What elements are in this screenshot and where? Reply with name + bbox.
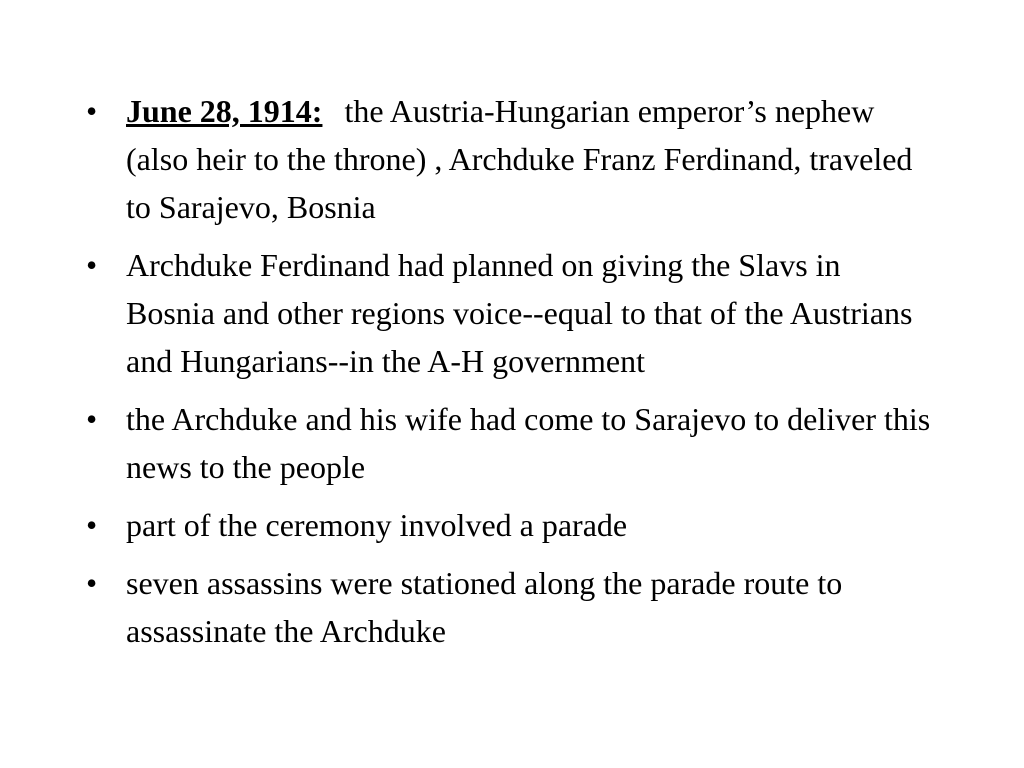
bullet-list xyxy=(86,87,936,665)
bullet-item-4 xyxy=(86,501,936,549)
date-heading: June 28, 1914: xyxy=(126,93,323,129)
bullet-text: Archduke Ferdinand had planned on giving the Slavs in Bosnia and other regions voice--equal to that of the Austrians and Hungarians--in the A-H government xyxy=(126,247,913,379)
bullet-icon: • xyxy=(86,507,98,543)
bullet-text: the Austria-Hungarian emperor’s nephew (also heir to the throne) , Archduke Franz Ferdinand, traveled to Sarajevo, Bosnia xyxy=(126,93,913,225)
bullet-item-2 xyxy=(86,241,936,385)
bullet-icon: • xyxy=(86,401,98,437)
bullet-item-3 xyxy=(86,395,936,491)
bullet-text: the Archduke and his wife had come to Sarajevo to deliver this news to the people xyxy=(126,401,931,485)
bullet-icon: • xyxy=(86,93,98,129)
bullet-item-5 xyxy=(86,559,936,655)
bullet-item-1 xyxy=(86,87,936,231)
bullet-text: part of the ceremony involved a parade xyxy=(126,507,628,543)
bullet-icon: • xyxy=(86,247,98,283)
bullet-icon: • xyxy=(86,565,98,601)
bullet-text: seven assassins were stationed along the parade route to assassinate the Archduke xyxy=(126,565,843,649)
